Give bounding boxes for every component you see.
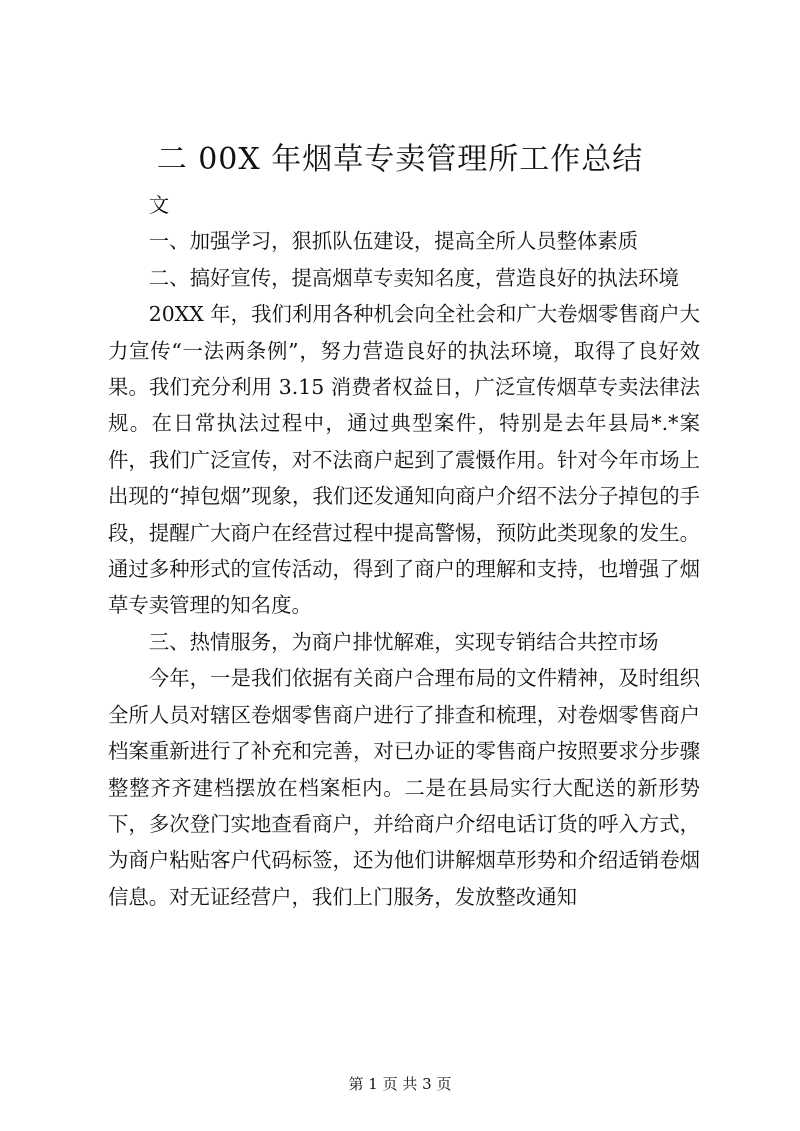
section-heading-2: 二、搞好宣传，提高烟草专卖知名度，营造良好的执法环境 xyxy=(148,265,679,290)
page-footer: 第 1 页 共 3 页 xyxy=(348,1075,452,1093)
document-title: 二 00X 年烟草专卖管理所工作总结 xyxy=(156,142,644,177)
paragraph-service: 今年，一是我们依据有关商户合理布局的文件精神，及时组织全所人员对辖区卷烟零售商户进行了排查和梳理，对卷烟零售商户档案重新进行了补充和完善，对已办证的零售商户按照要求分步骤整整齐齐建档摆放在档案柜内。二是在县局实行大配送的新形势下，多次登门实地查看商户，并给商户介绍电话订货的呼入方式，为商户粘贴客户代码标签，还为他们讲解烟草形势和介绍适销卷烟信息。对无证经营户，我们上门服务，发放整改通知 xyxy=(108,666,700,909)
paragraph-publicity: 20XX 年，我们利用各种机会向全社会和广大卷烟零售商户大力宣传“一法两条例”，努力营造良好的执法环境，取得了良好效果。我们充分利用 3.15 消费者权益日，广泛宣传烟草专卖法律法规。在日常执法过程中，通过典型案件，特别是去年县局*.*案件，我们广泛宣传，对不法商户起到了震慑作用。针对今年市场上出现的“掉包烟”现象，我们还发通知向商户介绍不法分子掉包的手段，提醒广大商户在经营过程中提高警惕，预防此类现象的发生。通过多种形式的宣传活动，得到了商户的理解和支持，也增强了烟草专卖管理的知名度。 xyxy=(108,302,700,618)
section-heading-3: 三、热情服务，为商户排忧解难，实现专销结合共控市场 xyxy=(148,629,659,654)
section-heading-1: 一、加强学习，狠抓队伍建设，提高全所人员整体素质 xyxy=(148,229,639,254)
document-body xyxy=(108,187,700,915)
paragraph-wen: 文 xyxy=(148,193,170,217)
